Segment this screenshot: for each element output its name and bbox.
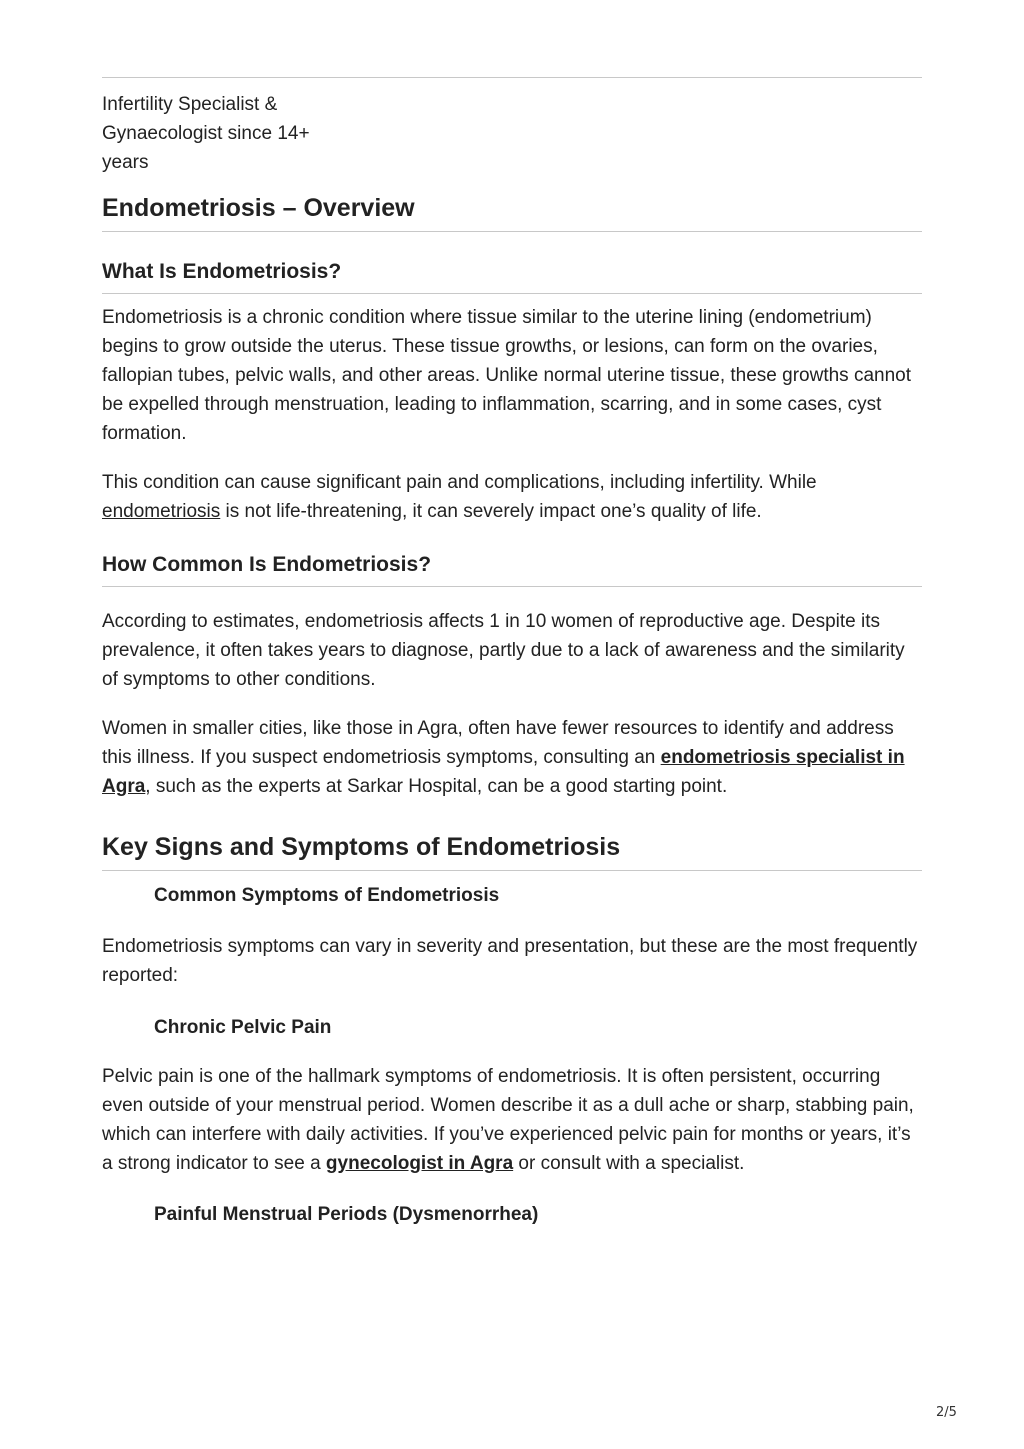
what-is-paragraph-1: Endometriosis is a chronic condition where tissue similar to the uterine lining (endometrium) begins to grow outside the uterus. These tissue growths, or lesions, can form on the ovaries, fallopian tubes, pelvic walls, and other areas. Unlike normal uterine tissue, these growths cannot be expelled through menstruation, leading to inflammation, scarring, and in some cases, cyst formation. <box>102 307 911 444</box>
how-common-para2-text-before: Women in smaller cities, like those in Agra, often have fewer resources to identify and address this illness. If you suspect endometriosis symptoms, consulting an <box>102 718 894 768</box>
intro-line-3: years <box>102 152 149 173</box>
how-common-heading: How Common Is Endometriosis? <box>102 552 922 587</box>
how-common-para2-text-after: , such as the experts at Sarkar Hospital, can be a good starting point. <box>145 776 728 797</box>
what-is-heading: What Is Endometriosis? <box>102 259 922 294</box>
common-symptoms-heading: Common Symptoms of Endometriosis <box>154 885 500 906</box>
pelvic-text-before: Pelvic pain is one of the hallmark symptoms of endometriosis. It is often persistent, occurring even outside of your menstrual period. Women describe it as a dull ache or sharp, stabbing pain, which can interfere with daily activities. If you’ve experienced pelvic pain for months or years, it’s a strong indicator to see a <box>102 1066 914 1174</box>
common-symptoms-paragraph: Endometriosis symptoms can vary in severity and presentation, but these are the most frequently reported: <box>102 936 918 986</box>
what-is-para2-text-before: This condition can cause significant pain and complications, including infertility. While <box>102 472 817 493</box>
how-common-paragraph-1: According to estimates, endometriosis affects 1 in 10 women of reproductive age. Despite its prevalence, it often takes years to diagnose, partly due to a lack of awareness and the similarity of symptoms to other conditions. <box>102 611 905 690</box>
what-is-paragraph-2 <box>102 468 922 526</box>
intro-line-1: Infertility Specialist & <box>102 94 278 115</box>
intro-line-2: Gynaecologist since 14+ <box>102 123 310 144</box>
what-is-para2-text-after: is not life-threatening, it can severely impact one’s quality of life. <box>220 501 762 522</box>
overview-heading: Endometriosis – Overview <box>102 193 922 232</box>
how-common-paragraph-2 <box>102 714 922 801</box>
document-page <box>102 77 922 1227</box>
pelvic-text-after: or consult with a specialist. <box>513 1153 745 1174</box>
page-number: 2/5 <box>936 1405 957 1420</box>
chronic-pelvic-pain-paragraph <box>102 1062 922 1178</box>
gynecologist-link[interactable]: gynecologist in Agra <box>325 1153 514 1174</box>
top-divider <box>102 77 922 78</box>
doctor-intro <box>102 90 342 177</box>
chronic-pelvic-pain-heading: Chronic Pelvic Pain <box>154 1017 332 1038</box>
key-signs-heading: Key Signs and Symptoms of Endometriosis <box>102 832 922 871</box>
painful-periods-heading: Painful Menstrual Periods (Dysmenorrhea) <box>154 1204 539 1225</box>
endometriosis-link[interactable]: endometriosis <box>102 501 221 522</box>
endometriosis-specialist-link[interactable]: endometriosis specialist in Agra <box>102 747 905 797</box>
